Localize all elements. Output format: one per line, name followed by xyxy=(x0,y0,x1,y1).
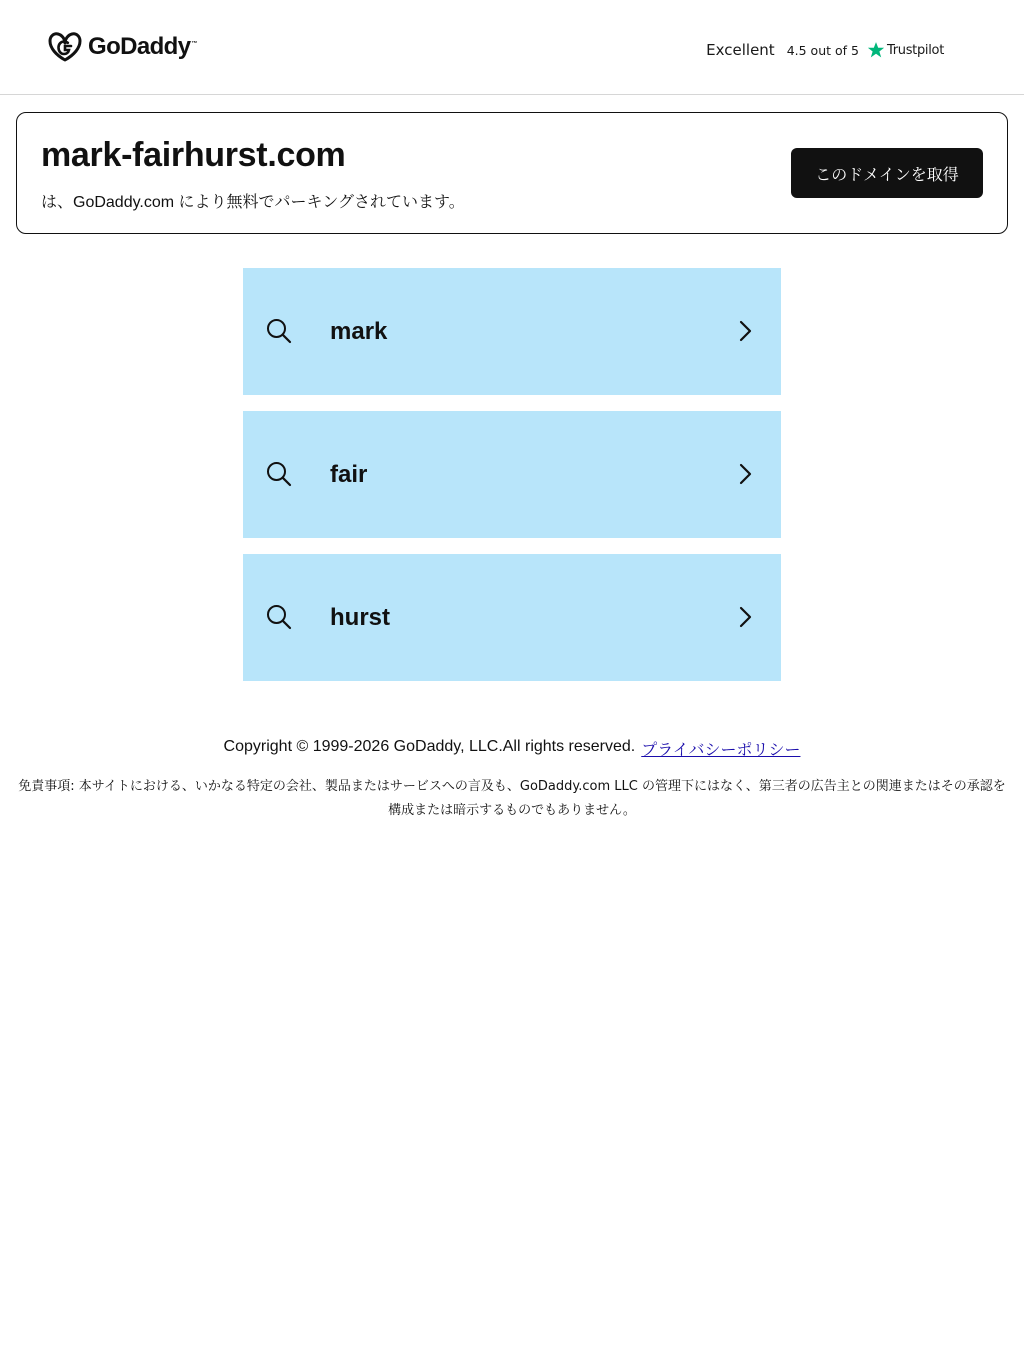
related-search-list xyxy=(243,268,781,697)
chevron-right-icon xyxy=(738,320,752,342)
site-header xyxy=(0,0,1024,95)
search-icon xyxy=(266,318,292,344)
chevron-right-icon xyxy=(738,606,752,628)
trust-label: Excellent xyxy=(706,41,775,59)
trustpilot-rating[interactable] xyxy=(706,40,944,60)
search-icon xyxy=(266,604,292,630)
godaddy-logo-icon xyxy=(47,31,83,63)
privacy-policy-link[interactable]: プライバシーポリシー xyxy=(641,742,801,759)
logo-text: GoDaddy™ xyxy=(88,33,197,60)
search-item-label: mark xyxy=(330,318,388,345)
search-item-hurst[interactable] xyxy=(243,554,781,681)
domain-name: mark-fairhurst.com xyxy=(41,136,346,174)
search-item-label: hurst xyxy=(330,604,390,631)
disclaimer-text: 免責事項: 本サイトにおける、いかなる特定の会社、製品またはサービスへの言及も、GoDaddy.com LLC の管理下にはなく、第三者の広告主との関連またはその承認を構成または暗示するものでもありません。 xyxy=(18,779,1006,818)
trust-score: 4.5 out of 5 xyxy=(786,42,859,58)
domain-card xyxy=(16,112,1008,234)
get-domain-button[interactable]: このドメインを取得 xyxy=(791,148,983,198)
godaddy-logo[interactable] xyxy=(47,31,197,63)
star-icon xyxy=(867,41,885,59)
chevron-right-icon xyxy=(738,463,752,485)
copyright-line xyxy=(0,733,1024,759)
trustpilot-brand: Trustpilot xyxy=(886,42,944,58)
copyright-text: Copyright © 1999-2026 GoDaddy, LLC.All rights reserved. xyxy=(223,738,636,755)
parked-notice: は、GoDaddy.com により無料でパーキングされています。 xyxy=(41,194,465,211)
search-icon xyxy=(266,461,292,487)
search-item-fair[interactable] xyxy=(243,411,781,538)
search-item-label: fair xyxy=(330,461,368,488)
search-item-mark[interactable] xyxy=(243,268,781,395)
